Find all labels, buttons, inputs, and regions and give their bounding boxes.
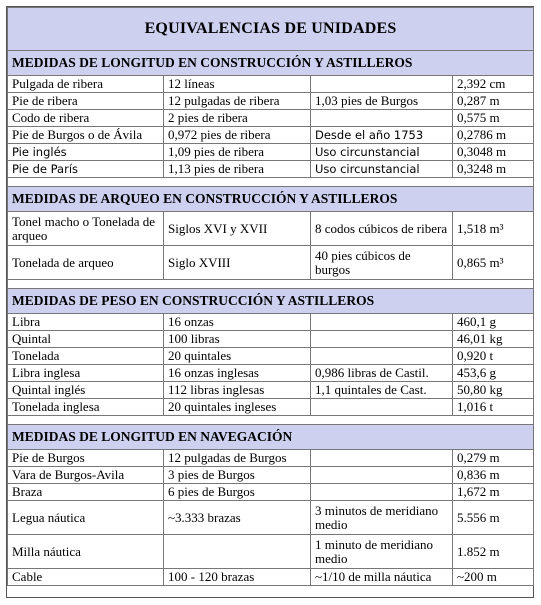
unit-metric-value: 460,1 g bbox=[453, 314, 534, 331]
table-row bbox=[8, 110, 534, 127]
unit-metric-value: 0,3048 m bbox=[453, 144, 534, 161]
unit-name: Quintal inglés bbox=[8, 382, 164, 399]
unit-definition bbox=[164, 535, 311, 569]
unit-definition: 20 quintales bbox=[164, 348, 311, 365]
unit-note bbox=[311, 399, 453, 416]
unit-definition: Siglo XVIII bbox=[164, 246, 311, 280]
unit-name: Legua náutica bbox=[8, 501, 164, 535]
unit-name: Pie de Burgos o de Ávila bbox=[8, 127, 164, 144]
unit-metric-value: 1,672 m bbox=[453, 484, 534, 501]
section-spacer bbox=[8, 280, 534, 289]
unit-definition: 16 onzas bbox=[164, 314, 311, 331]
unit-name: Pie de París bbox=[8, 161, 164, 178]
unit-name: Pie de ribera bbox=[8, 93, 164, 110]
unit-metric-value: 0,865 m³ bbox=[453, 246, 534, 280]
unit-metric-value: 0,279 m bbox=[453, 450, 534, 467]
unit-metric-value: 1,518 m³ bbox=[453, 212, 534, 246]
table-row bbox=[8, 127, 534, 144]
unit-definition: 20 quintales ingleses bbox=[164, 399, 311, 416]
units-equivalence-table-frame bbox=[6, 6, 534, 598]
table-row bbox=[8, 467, 534, 484]
table-row bbox=[8, 484, 534, 501]
table-row bbox=[8, 348, 534, 365]
unit-note: ~1/10 de milla náutica bbox=[311, 569, 453, 586]
table-row bbox=[8, 365, 534, 382]
unit-metric-value: 0,3248 m bbox=[453, 161, 534, 178]
unit-note: 1,1 quintales de Cast. bbox=[311, 382, 453, 399]
unit-name: Libra inglesa bbox=[8, 365, 164, 382]
unit-name: Braza bbox=[8, 484, 164, 501]
unit-note: Uso circunstancial bbox=[311, 161, 453, 178]
unit-note bbox=[311, 76, 453, 93]
unit-name: Libra bbox=[8, 314, 164, 331]
unit-definition: 1,13 pies de ribera bbox=[164, 161, 311, 178]
table-row bbox=[8, 399, 534, 416]
unit-note bbox=[311, 467, 453, 484]
unit-metric-value: 2,392 cm bbox=[453, 76, 534, 93]
unit-name: Pulgada de ribera bbox=[8, 76, 164, 93]
unit-note: Desde el año 1753 bbox=[311, 127, 453, 144]
unit-definition: 12 pulgadas de Burgos bbox=[164, 450, 311, 467]
unit-name: Quintal bbox=[8, 331, 164, 348]
unit-note: 1 minuto de meridiano medio bbox=[311, 535, 453, 569]
unit-note bbox=[311, 348, 453, 365]
unit-note bbox=[311, 450, 453, 467]
unit-metric-value: ~200 m bbox=[453, 569, 534, 586]
table-row bbox=[8, 212, 534, 246]
unit-definition: 12 líneas bbox=[164, 76, 311, 93]
unit-name: Vara de Burgos-Avila bbox=[8, 467, 164, 484]
table-row bbox=[8, 501, 534, 535]
unit-metric-value: 0,287 m bbox=[453, 93, 534, 110]
unit-metric-value: 50,80 kg bbox=[453, 382, 534, 399]
section-heading-longitud-navegacion: MEDIDAS DE LONGITUD EN NAVEGACIÓN bbox=[8, 425, 534, 450]
unit-name: Codo de ribera bbox=[8, 110, 164, 127]
unit-note: 1,03 pies de Burgos bbox=[311, 93, 453, 110]
unit-name: Tonel macho o Tonelada de arqueo bbox=[8, 212, 164, 246]
unit-definition: 1,09 pies de ribera bbox=[164, 144, 311, 161]
unit-name: Pie de Burgos bbox=[8, 450, 164, 467]
unit-metric-value: 453,6 g bbox=[453, 365, 534, 382]
unit-name: Tonelada inglesa bbox=[8, 399, 164, 416]
table-row bbox=[8, 161, 534, 178]
unit-note: 0,986 libras de Castil. bbox=[311, 365, 453, 382]
section-heading-longitud-construccion: MEDIDAS DE LONGITUD EN CONSTRUCCIÓN Y ASTILLEROS bbox=[8, 51, 534, 76]
table-title: EQUIVALENCIAS DE UNIDADES bbox=[8, 8, 534, 51]
unit-definition: 112 libras inglesas bbox=[164, 382, 311, 399]
unit-name: Tonelada bbox=[8, 348, 164, 365]
unit-definition: 12 pulgadas de ribera bbox=[164, 93, 311, 110]
unit-note bbox=[311, 331, 453, 348]
unit-definition: 0,972 pies de ribera bbox=[164, 127, 311, 144]
unit-definition: 100 libras bbox=[164, 331, 311, 348]
table-row bbox=[8, 382, 534, 399]
section-spacer bbox=[8, 178, 534, 187]
unit-note: Uso circunstancial bbox=[311, 144, 453, 161]
table-row bbox=[8, 331, 534, 348]
unit-metric-value: 46,01 kg bbox=[453, 331, 534, 348]
unit-definition: Siglos XVI y XVII bbox=[164, 212, 311, 246]
unit-name: Pie inglés bbox=[8, 144, 164, 161]
unit-name: Milla náutica bbox=[8, 535, 164, 569]
section-heading-peso-construccion: MEDIDAS DE PESO EN CONSTRUCCIÓN Y ASTILLEROS bbox=[8, 289, 534, 314]
unit-note: 3 minutos de meridiano medio bbox=[311, 501, 453, 535]
unit-definition: 16 onzas inglesas bbox=[164, 365, 311, 382]
units-equivalence-table bbox=[7, 7, 534, 586]
unit-metric-value: 0,2786 m bbox=[453, 127, 534, 144]
unit-definition: ~3.333 brazas bbox=[164, 501, 311, 535]
table-row bbox=[8, 93, 534, 110]
unit-name: Tonelada de arqueo bbox=[8, 246, 164, 280]
unit-metric-value: 0,920 t bbox=[453, 348, 534, 365]
unit-note: 40 pies cúbicos de burgos bbox=[311, 246, 453, 280]
table-row bbox=[8, 450, 534, 467]
table-row bbox=[8, 246, 534, 280]
unit-metric-value: 5.556 m bbox=[453, 501, 534, 535]
unit-metric-value: 0,575 m bbox=[453, 110, 534, 127]
section-spacer bbox=[8, 416, 534, 425]
unit-definition: 100 - 120 brazas bbox=[164, 569, 311, 586]
unit-definition: 6 pies de Burgos bbox=[164, 484, 311, 501]
unit-name: Cable bbox=[8, 569, 164, 586]
table-row bbox=[8, 569, 534, 586]
table-row bbox=[8, 535, 534, 569]
section-heading-arqueo-construccion: MEDIDAS DE ARQUEO EN CONSTRUCCIÓN Y ASTILLEROS bbox=[8, 187, 534, 212]
unit-metric-value: 0,836 m bbox=[453, 467, 534, 484]
table-row bbox=[8, 314, 534, 331]
unit-note: 8 codos cúbicos de ribera bbox=[311, 212, 453, 246]
unit-metric-value: 1,016 t bbox=[453, 399, 534, 416]
unit-definition: 2 pies de ribera bbox=[164, 110, 311, 127]
unit-note bbox=[311, 110, 453, 127]
table-row bbox=[8, 76, 534, 93]
unit-note bbox=[311, 314, 453, 331]
unit-metric-value: 1.852 m bbox=[453, 535, 534, 569]
table-row bbox=[8, 144, 534, 161]
unit-definition: 3 pies de Burgos bbox=[164, 467, 311, 484]
unit-note bbox=[311, 484, 453, 501]
